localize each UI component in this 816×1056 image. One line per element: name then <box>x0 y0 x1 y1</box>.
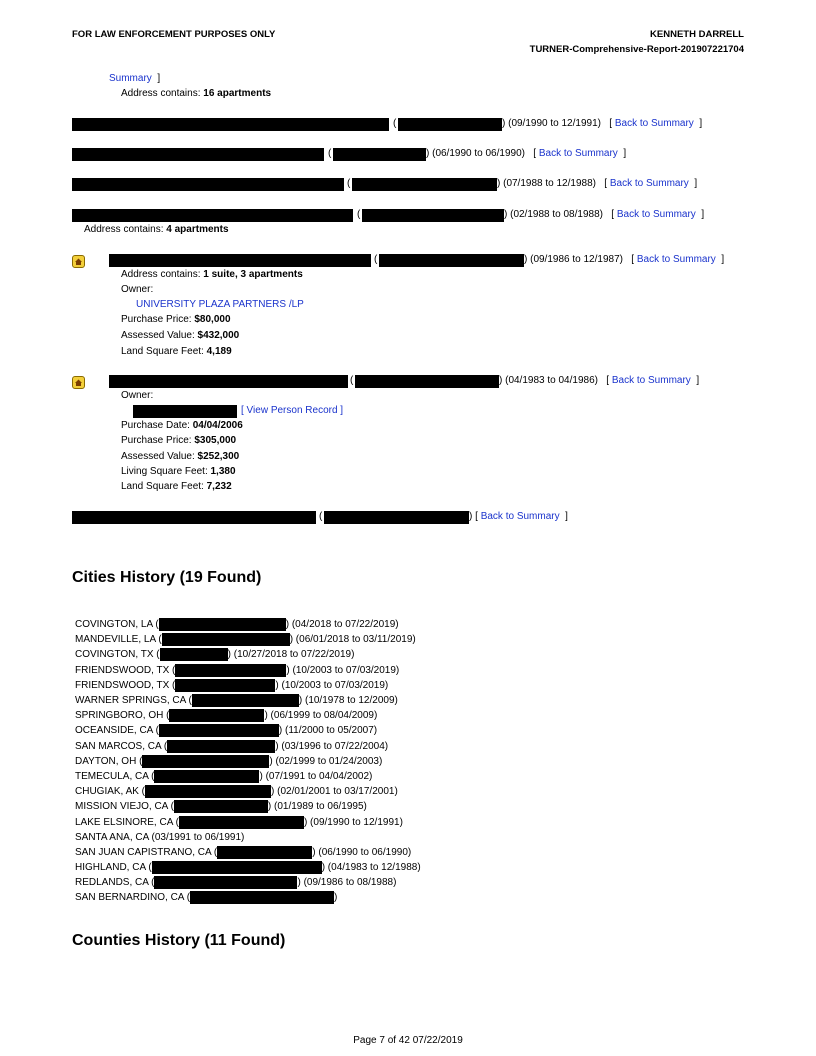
redaction-bar <box>192 694 299 707</box>
redaction-bar <box>133 405 237 418</box>
city-name: DAYTON, OH ( <box>75 755 143 767</box>
city-dates: ) (10/2003 to 07/03/2019) <box>286 664 400 676</box>
report-id: TURNER-Comprehensive-Report-201907221704 <box>529 44 744 55</box>
redaction-bar <box>174 800 268 813</box>
address-dates: ) (04/1983 to 04/1986) <box>499 375 598 386</box>
redaction-bar <box>169 709 264 722</box>
city-dates: ) (09/1986 to 08/1988) <box>297 877 397 889</box>
city-history-row <box>75 678 421 693</box>
city-dates: ) (06/01/2018 to 03/11/2019) <box>289 634 416 646</box>
view-person-record-link[interactable]: [ View Person Record ] <box>241 405 344 416</box>
city-name: CHUGIAK, AK ( <box>75 786 146 798</box>
living-square-feet: Living Square Feet: 1,380 <box>121 466 236 477</box>
redaction-bar <box>145 785 271 798</box>
city-history-row <box>75 647 421 662</box>
city-dates: ) (07/1991 to 04/04/2002) <box>259 770 373 782</box>
city-history-row <box>75 814 421 829</box>
redaction-bar <box>160 648 228 661</box>
address-dates: ) (06/1990 to 06/1990) <box>426 148 525 159</box>
redaction-bar <box>72 118 389 131</box>
city-name: MANDEVILLE, LA ( <box>75 634 162 646</box>
city-history-row <box>75 860 421 875</box>
redaction-bar <box>154 876 297 889</box>
redaction-bar <box>162 633 290 646</box>
address-dates: ) (09/1990 to 12/1991) <box>502 118 601 129</box>
city-history-row <box>75 708 421 723</box>
city-history-row <box>75 723 421 738</box>
city-name: SAN MARCOS, CA ( <box>75 740 168 752</box>
redaction-bar <box>159 724 279 737</box>
redaction-bar <box>355 375 499 388</box>
city-name: SANTA ANA, CA (03/1991 to 06/1991) <box>75 831 245 843</box>
city-name: LAKE ELSINORE, CA ( <box>75 816 179 828</box>
city-name: FRIENDSWOOD, TX ( <box>75 664 176 676</box>
redaction-bar <box>109 375 348 388</box>
redaction-bar <box>72 178 344 191</box>
city-name: FRIENDSWOOD, TX ( <box>75 679 176 691</box>
city-history-row <box>75 617 421 632</box>
cities-history-title: Cities History (19 Found) <box>72 569 262 586</box>
redaction-bar <box>333 148 426 161</box>
city-history-row <box>75 784 421 799</box>
back-to-summary-link[interactable]: Back to Summary <box>616 209 696 220</box>
address-contains: Address contains: 1 suite, 3 apartments <box>121 269 303 280</box>
back-to-summary-link[interactable]: Back to Summary <box>614 118 694 129</box>
land-square-feet: Land Square Feet: 4,189 <box>121 346 232 357</box>
city-dates: ) (02/1999 to 01/24/2003) <box>269 755 383 767</box>
city-name: COVINGTON, LA ( <box>75 619 159 631</box>
city-dates: ) (04/1983 to 12/1988) <box>321 862 421 874</box>
city-dates: ) (06/1999 to 08/04/2009) <box>264 710 378 722</box>
city-dates: ) (10/27/2018 to 07/22/2019) <box>227 649 355 661</box>
redaction-bar <box>398 118 502 131</box>
redaction-bar <box>379 254 524 267</box>
address-contains: Address contains: 16 apartments <box>121 88 272 99</box>
city-history-row <box>75 875 421 890</box>
redaction-bar <box>154 770 259 783</box>
city-dates: ) (09/1990 to 12/1991) <box>303 816 403 828</box>
city-dates: ) (03/1996 to 07/22/2004) <box>275 740 389 752</box>
address-dates: ) <box>469 511 473 522</box>
redaction-bar <box>142 755 269 768</box>
redaction-bar <box>152 861 322 874</box>
counties-history-title: Counties History (11 Found) <box>72 932 286 949</box>
city-name: HIGHLAND, CA ( <box>75 862 152 874</box>
property-icon[interactable] <box>72 255 85 268</box>
redaction-bar <box>109 254 371 267</box>
city-name: WARNER SPRINGS, CA ( <box>75 695 192 707</box>
back-to-summary-link[interactable]: Back to Summary <box>609 178 689 189</box>
redaction-bar <box>167 740 275 753</box>
city-name: COVINGTON, TX ( <box>75 649 160 661</box>
address-dates: ) (02/1988 to 08/1988) <box>504 209 603 220</box>
city-history-row <box>75 632 421 647</box>
city-history-row <box>75 845 421 860</box>
city-dates: ) <box>334 892 338 904</box>
cities-history-list <box>75 617 421 906</box>
address-dates: ) (07/1988 to 12/1988) <box>497 178 596 189</box>
city-dates: ) (02/01/2001 to 03/17/2001) <box>271 786 398 798</box>
purchase-price: Purchase Price: $80,000 <box>121 314 231 325</box>
city-history-row <box>75 799 421 814</box>
city-name: REDLANDS, CA ( <box>75 877 155 889</box>
city-history-row <box>75 754 421 769</box>
redaction-bar <box>362 209 504 222</box>
redaction-bar <box>324 511 469 524</box>
redaction-bar <box>175 679 275 692</box>
redaction-bar <box>175 664 286 677</box>
city-dates: ) (11/2000 to 05/2007) <box>278 725 378 737</box>
back-to-summary-link[interactable]: Back to Summary <box>611 375 691 386</box>
redaction-bar <box>72 148 324 161</box>
city-dates: ) (01/1989 to 06/1995) <box>267 801 367 813</box>
city-name: SPRINGBORO, OH ( <box>75 710 170 722</box>
city-name: SAN BERNARDINO, CA ( <box>75 892 191 904</box>
city-history-row <box>75 830 421 845</box>
city-dates: ) (06/1990 to 06/1990) <box>312 846 412 858</box>
address-contains: Address contains: 4 apartments <box>84 224 229 235</box>
city-name: OCEANSIDE, CA ( <box>75 725 159 737</box>
city-history-row <box>75 663 421 678</box>
purchase-date: Purchase Date: 04/04/2006 <box>121 420 243 431</box>
owner-link[interactable]: UNIVERSITY PLAZA PARTNERS /LP <box>136 299 304 310</box>
back-to-summary-link[interactable]: Back to Summary <box>538 148 618 159</box>
address-dates: ) (09/1986 to 12/1987) <box>524 254 623 265</box>
city-name: SAN JUAN CAPISTRANO, CA ( <box>75 846 218 858</box>
city-dates: ) (10/1978 to 12/2009) <box>298 695 398 707</box>
city-history-row <box>75 739 421 754</box>
city-history-row <box>75 769 421 784</box>
redaction-bar <box>72 209 353 222</box>
redaction-bar <box>179 816 304 829</box>
redaction-bar <box>159 618 286 631</box>
report-classification: FOR LAW ENFORCEMENT PURPOSES ONLY <box>72 29 276 40</box>
property-icon[interactable] <box>72 376 85 389</box>
city-history-row <box>75 693 421 708</box>
purchase-price: Purchase Price: $305,000 <box>121 435 237 446</box>
summary-fragment: Summary ] <box>109 73 161 84</box>
page-footer: Page 7 of 42 07/22/2019 <box>353 1035 463 1046</box>
assessed-value: Assessed Value: $252,300 <box>121 451 240 462</box>
city-name: MISSION VIEJO, CA ( <box>75 801 174 813</box>
city-dates: ) (04/2018 to 07/22/2019) <box>285 619 399 631</box>
redaction-bar <box>72 511 316 524</box>
back-to-summary-link[interactable]: Back to Summary <box>636 254 716 265</box>
city-name: TEMECULA, CA ( <box>75 770 155 782</box>
city-dates: ) (10/2003 to 07/03/2019) <box>275 679 389 691</box>
report-subject-name: KENNETH DARRELL <box>650 29 744 40</box>
land-square-feet: Land Square Feet: 7,232 <box>121 481 232 492</box>
redaction-bar <box>352 178 497 191</box>
summary-link[interactable]: Summary <box>109 73 152 84</box>
redaction-bar <box>217 846 312 859</box>
city-history-row <box>75 890 421 905</box>
owner-label: Owner: <box>121 390 154 401</box>
back-to-summary-link[interactable]: Back to Summary <box>480 511 560 522</box>
assessed-value: Assessed Value: $432,000 <box>121 330 240 341</box>
owner-label: Owner: <box>121 284 154 295</box>
redaction-bar <box>190 891 334 904</box>
